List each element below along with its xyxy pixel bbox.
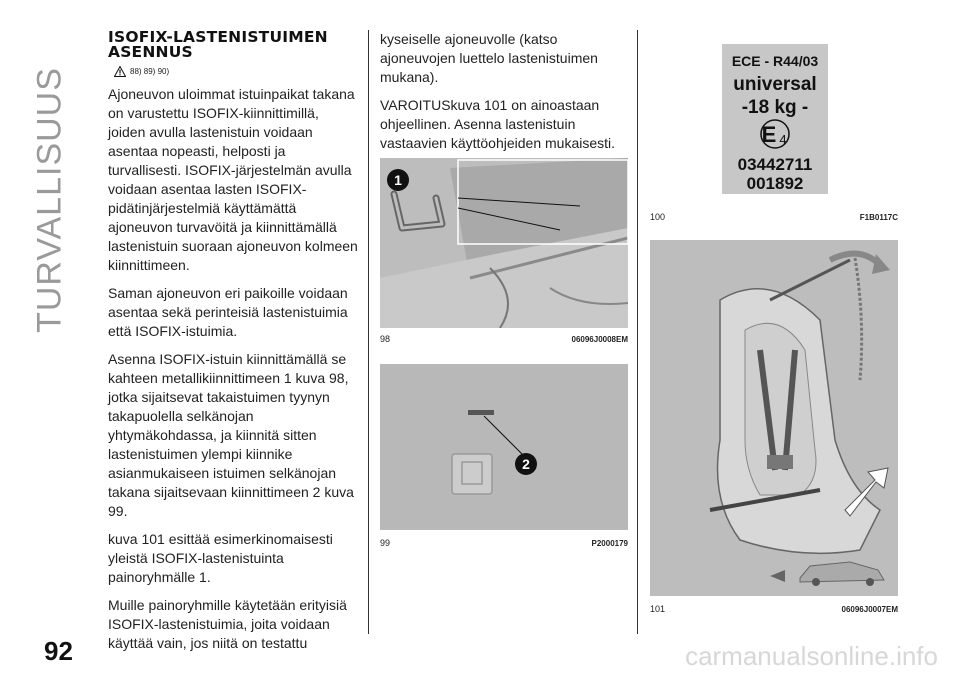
paragraph: Asenna ISOFIX-istuin kiinnittämällä se kahteen metallikiinnittimeen 1 kuva 98, jotka sijaitsevat takaistuimen tyynyn takapuolella selkänojan yhtymäkohdassa, ja kiinnitä sitten lastenistuimen ylempi kiinnike asianmukaiseen istuimen selkänojan takana sijaitsevaan kiinnittimeen 2 kuva 99. xyxy=(108,351,354,519)
figure-100 xyxy=(650,36,898,226)
figure-number: 99 xyxy=(380,538,391,548)
paragraph: kyseiselle ajoneuvolle (katso ajoneuvojen luettelo lastenistuimen mukana). xyxy=(380,31,598,85)
text-column-2 xyxy=(380,30,630,162)
page-number: 92 xyxy=(44,636,73,666)
column-divider-1 xyxy=(368,30,369,634)
label-universal: universal xyxy=(733,74,817,95)
watermark: carmanualsonline.info xyxy=(685,641,938,671)
figure-number: 101 xyxy=(650,604,666,614)
paragraph: kuva 101 esittää esimerkinomaisesti yleistä ISOFIX-lastenistuinta painoryhmälle 1. xyxy=(108,531,333,585)
callout-2: 2 xyxy=(522,456,530,472)
warning-triangle-icon xyxy=(114,66,126,77)
label-approval-number: 03442711 xyxy=(737,155,813,174)
figure-99 xyxy=(380,364,628,554)
callout-1: 1 xyxy=(394,172,402,188)
figure-number: 98 xyxy=(380,334,391,344)
paragraph: Muille painoryhmille käytetään erityisiä ISOFIX-lastenistuimia, joita voidaan käyttää vain, jos niitä on testattu xyxy=(108,597,347,651)
paragraph: Ajoneuvon uloimmat istuinpaikat takana on varustettu ISOFIX-kiinnittimillä, joiden avulla lastenistuin voidaan asentaa nopeasti, helposti ja turvallisesti. ISOFIX-järjestelmän avulla voidaan asentaa lasten ISOFIX-pidätinjärjestelmiä käyttämättä ajoneuvon turvavöitä ja kiinnittämällä lastenistuin suoraan ajoneuvon kolmeen kiinnittimeen. xyxy=(108,86,358,273)
warning-references: 88) 89) 90) xyxy=(114,66,358,77)
label-standard: ECE - R44/03 xyxy=(731,53,819,69)
figure-code: F1B0117C xyxy=(859,213,898,222)
approval-label-image xyxy=(650,36,898,204)
text-column-1 xyxy=(108,30,358,662)
label-e-mark: E xyxy=(761,122,777,147)
section-heading: ISOFIX-LASTENISTUIMEN ASENNUS xyxy=(108,28,328,61)
rear-anchor-photo xyxy=(380,364,628,530)
figure-code: 06096J0007EM xyxy=(841,605,898,614)
figure-code: P2000179 xyxy=(591,539,628,548)
label-e-number: 4 xyxy=(779,132,787,147)
isofix-anchor-photo xyxy=(380,158,628,328)
figure-101 xyxy=(650,240,898,618)
figure-number: 100 xyxy=(650,212,666,222)
figure-98 xyxy=(380,158,628,354)
label-serial: 001892 xyxy=(746,174,804,193)
column-divider-2 xyxy=(637,30,638,634)
label-weight: -18 kg - xyxy=(741,97,809,118)
figure-code: 06096J0008EM xyxy=(571,335,628,344)
child-seat-illustration xyxy=(650,240,898,596)
paragraph: Saman ajoneuvon eri paikoille voidaan asentaa sekä perinteisiä lastenistuimia että ISOFIX-istuimia. xyxy=(108,285,348,339)
paragraph: VAROITUSkuva 101 on ainoastaan ohjeellinen. Asenna lastenistuin vastaavien käyttöohjeiden mukaisesti. xyxy=(380,97,616,151)
